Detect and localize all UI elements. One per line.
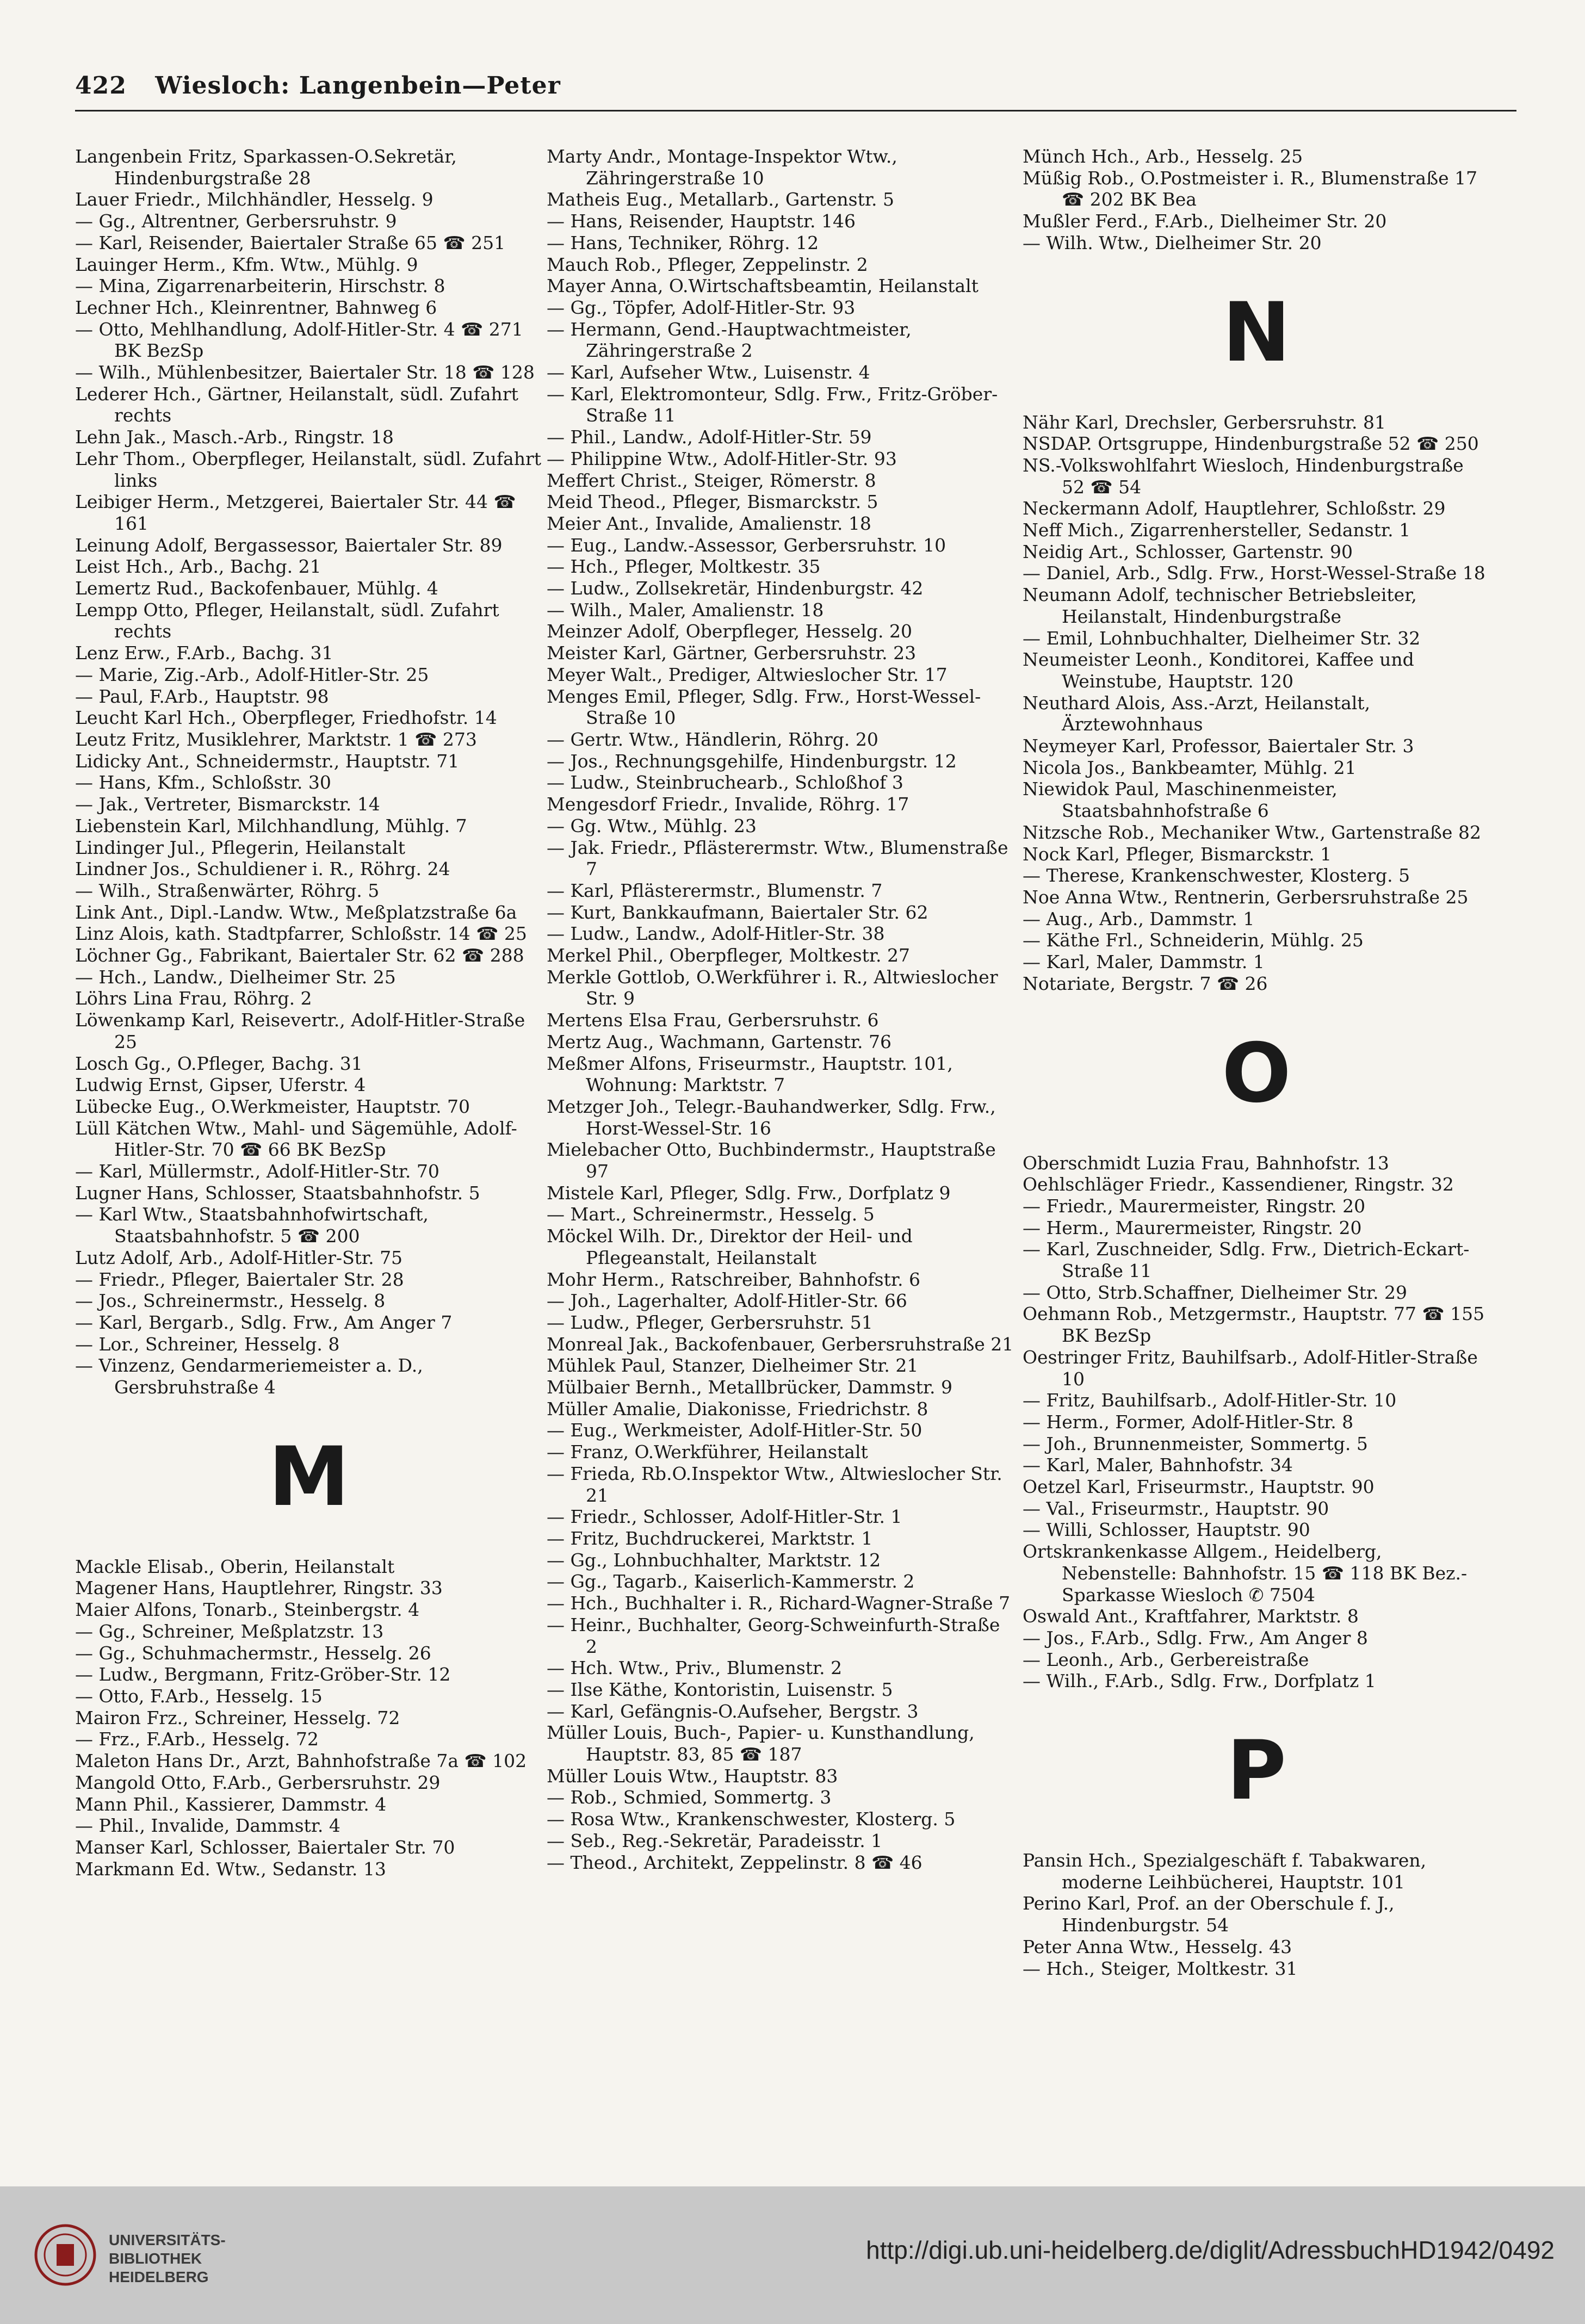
directory-column-3 — [1023, 146, 1490, 1979]
directory-entry: Oberschmidt Luzia Frau, Bahnhofstr. 13 — [1023, 1152, 1389, 1174]
directory-entry: Leutz Fritz, Musiklehrer, Marktstr. 1 ☎ 273 — [75, 728, 477, 750]
directory-entry: — Karl, Maler, Dammstr. 1 — [1023, 951, 1265, 973]
directory-entry: — Theod., Architekt, Zeppelinstr. 8 ☎ 46 — [547, 1851, 922, 1873]
directory-entry: Mackle Elisab., Oberin, Heilanstalt — [75, 1555, 395, 1577]
directory-entry: — Rob., Schmied, Sommertg. 3 — [547, 1787, 832, 1808]
directory-entry: — Karl, Pflästerermstr., Blumenstr. 7 — [547, 879, 883, 901]
directory-entry: Müller Louis, Buch-, Papier- u. Kunsthandlung, Hauptstr. 83, 85 ☎ 187 — [547, 1722, 975, 1765]
directory-entry: Link Ant., Dipl.-Landw. Wtw., Meßplatzstraße 6a — [75, 901, 517, 923]
directory-entry: — Hch. Wtw., Priv., Blumenstr. 2 — [547, 1657, 843, 1679]
directory-entry: Neckermann Adolf, Hauptlehrer, Schloßstr. 29 — [1023, 498, 1446, 519]
directory-entry: — Otto, F.Arb., Hesselg. 15 — [75, 1685, 323, 1707]
directory-entry: — Eug., Werkmeister, Adolf-Hitler-Str. 50 — [547, 1420, 922, 1441]
directory-entry: — Wilh., Maler, Amalienstr. 18 — [547, 599, 824, 621]
directory-entry: Müller Amalie, Diakonisse, Friedrichstr. 8 — [547, 1398, 928, 1420]
directory-entry: — Ilse Käthe, Kontoristin, Luisenstr. 5 — [547, 1678, 893, 1700]
directory-entry: — Friedr., Schlosser, Adolf-Hitler-Str. 1 — [547, 1506, 902, 1528]
page-number: 422 — [75, 72, 127, 100]
directory-entry: Neidig Art., Schlosser, Gartenstr. 90 — [1023, 541, 1353, 562]
directory-entry: — Ludw., Zollsekretär, Hindenburgstr. 42 — [547, 578, 924, 599]
directory-entry: Lauer Friedr., Milchhändler, Hesselg. 9 — [75, 189, 434, 210]
directory-entry: — Franz, O.Werkführer, Heilanstalt — [547, 1441, 868, 1463]
directory-entry: — Jak. Friedr., Pflästerermstr. Wtw., Blumenstraße 7 — [547, 836, 1008, 880]
directory-entry: Maleton Hans Dr., Arzt, Bahnhofstraße 7a ☎ 102 — [75, 1750, 527, 1772]
section-letter: P — [1227, 1724, 1286, 1819]
directory-entry: — Mart., Schreinermstr., Hesselg. 5 — [547, 1204, 875, 1225]
directory-entry: — Hch., Buchhalter i. R., Richard-Wagner-Straße 7 — [547, 1592, 1011, 1614]
directory-entry: Meßmer Alfons, Friseurmstr., Hauptstr. 101, Wohnung: Marktstr. 7 — [547, 1052, 953, 1096]
directory-entry: — Hch., Steiger, Moltkestr. 31 — [1023, 1957, 1298, 1979]
directory-entry: — Hch., Pfleger, Moltkestr. 35 — [547, 556, 821, 578]
directory-entry: — Herm., Maurermeister, Ringstr. 20 — [1023, 1217, 1362, 1238]
directory-entry: Lenz Erw., F.Arb., Bachg. 31 — [75, 642, 333, 664]
section-letter: N — [1222, 285, 1291, 380]
library-name — [109, 2231, 226, 2286]
directory-entry: — Frz., F.Arb., Hesselg. 72 — [75, 1728, 319, 1750]
directory-entry: Mühlek Paul, Stanzer, Dielheimer Str. 21 — [547, 1355, 919, 1377]
directory-entry: — Vinzenz, Gendarmeriemeister a. D., Gersbruhstraße 4 — [75, 1355, 423, 1398]
directory-entry: Meid Theod., Pfleger, Bismarckstr. 5 — [547, 491, 878, 513]
directory-entry: — Joh., Brunnenmeister, Sommertg. 5 — [1023, 1433, 1368, 1454]
directory-entry: Neuthard Alois, Ass.-Arzt, Heilanstalt, Ärztewohnhaus — [1023, 692, 1371, 735]
directory-entry: — Phil., Invalide, Dammstr. 4 — [75, 1815, 340, 1837]
directory-entry: Mengesdorf Friedr., Invalide, Röhrg. 17 — [547, 794, 909, 815]
directory-entry: — Otto, Mehlhandlung, Adolf-Hitler-Str. 4 ☎ 271 BK BezSp — [75, 318, 523, 362]
directory-entry: — Lor., Schreiner, Hesselg. 8 — [75, 1333, 340, 1355]
directory-entry: Meffert Christ., Steiger, Römerstr. 8 — [547, 469, 876, 491]
directory-entry: Leinung Adolf, Bergassessor, Baiertaler Str. 89 — [75, 534, 503, 556]
directory-entry: — Frieda, Rb.O.Inspektor Wtw., Altwieslocher Str. 21 — [547, 1462, 1002, 1506]
directory-entry: — Karl Wtw., Staatsbahnhofwirtschaft, Staatsbahnhofstr. 5 ☎ 200 — [75, 1204, 429, 1247]
directory-entry: Monreal Jak., Backofenbauer, Gerbersruhstraße 21 — [547, 1333, 1014, 1355]
directory-entry: Mangold Otto, F.Arb., Gerbersruhstr. 29 — [75, 1771, 441, 1793]
library-name-line-1: UNIVERSITÄTS- — [109, 2232, 226, 2248]
directory-entry: — Joh., Lagerhalter, Adolf-Hitler-Str. 66 — [547, 1290, 907, 1312]
directory-entry: — Willi, Schlosser, Hauptstr. 90 — [1023, 1519, 1310, 1541]
directory-entry: Lidicky Ant., Schneidermstr., Hauptstr. 71 — [75, 750, 460, 772]
directory-entry: NS.-Volkswohlfahrt Wiesloch, Hindenburgstraße 52 ☎ 54 — [1023, 454, 1464, 498]
directory-entry: Mann Phil., Kassierer, Dammstr. 4 — [75, 1793, 387, 1815]
directory-entry: Maier Alfons, Tonarb., Steinbergstr. 4 — [75, 1599, 420, 1621]
directory-entry: — Karl, Reisender, Baiertaler Straße 65 ☎ 251 — [75, 232, 506, 253]
directory-entry: Nitzsche Rob., Mechaniker Wtw., Gartenstraße 82 — [1023, 821, 1481, 843]
directory-entry: Nicola Jos., Bankbeamter, Mühlg. 21 — [1023, 757, 1357, 778]
directory-entry: Niewidok Paul, Maschinenmeister, Staatsbahnhofstraße 6 — [1023, 778, 1338, 822]
directory-entry: — Karl, Elektromonteur, Sdlg. Frw., Fritz-Gröber-Straße 11 — [547, 383, 998, 426]
directory-entry: Peter Anna Wtw., Hesselg. 43 — [1023, 1936, 1292, 1957]
directory-entry: Leist Hch., Arb., Bachg. 21 — [75, 556, 321, 578]
directory-entry: — Friedr., Pfleger, Baiertaler Str. 28 — [75, 1268, 404, 1290]
directory-entry: Oetzel Karl, Friseurmstr., Hauptstr. 90 — [1023, 1476, 1375, 1498]
directory-entry: — Karl, Maler, Bahnhofstr. 34 — [1023, 1454, 1293, 1476]
directory-entry: Lehr Thom., Oberpfleger, Heilanstalt, südl. Zufahrt links — [75, 448, 542, 491]
directory-entry: Mertz Aug., Wachmann, Gartenstr. 76 — [547, 1031, 891, 1052]
directory-entry: — Eug., Landw.-Assessor, Gerbersruhstr. 10 — [547, 534, 946, 556]
directory-entry: Liebenstein Karl, Milchhandlung, Mühlg. 7 — [75, 815, 467, 836]
directory-entry: Mülbaier Bernh., Metallbrücker, Dammstr. 9 — [547, 1377, 952, 1398]
directory-entry: Magener Hans, Hauptlehrer, Ringstr. 33 — [75, 1577, 443, 1599]
directory-entry: Linz Alois, kath. Stadtpfarrer, Schloßstr. 14 ☎ 25 — [75, 923, 527, 945]
directory-entry: — Fritz, Bauhilfsarb., Adolf-Hitler-Str. 10 — [1023, 1390, 1397, 1411]
directory-column-2 — [547, 146, 1014, 1873]
directory-entry: — Hermann, Gend.-Hauptwachtmeister, Zähringerstraße 2 — [547, 318, 912, 362]
directory-entry: Neymeyer Karl, Professor, Baiertaler Str. 3 — [1023, 735, 1414, 757]
directory-entry: — Ludw., Landw., Adolf-Hitler-Str. 38 — [547, 923, 885, 945]
directory-entry: Lechner Hch., Kleinrentner, Bahnweg 6 — [75, 296, 437, 318]
directory-entry: — Wilh., F.Arb., Sdlg. Frw., Dorfplatz 1 — [1023, 1670, 1376, 1692]
directory-entry: Neumeister Leonh., Konditorei, Kaffee und Weinstube, Hauptstr. 120 — [1023, 649, 1414, 692]
directory-entry: Marty Andr., Montage-Inspektor Wtw., Zähringerstraße 10 — [547, 146, 897, 189]
directory-entry: — Hch., Landw., Dielheimer Str. 25 — [75, 966, 396, 988]
directory-entry: Mairon Frz., Schreiner, Hesselg. 72 — [75, 1707, 400, 1728]
directory-entry: — Jos., Schreinermstr., Hesselg. 8 — [75, 1290, 386, 1312]
directory-entry: — Rosa Wtw., Krankenschwester, Klosterg. 5 — [547, 1808, 956, 1830]
directory-entry: Losch Gg., O.Pfleger, Bachg. 31 — [75, 1052, 363, 1074]
directory-entry: — Heinr., Buchhalter, Georg-Schweinfurth-Straße 2 — [547, 1614, 1000, 1657]
directory-entry: — Wilh., Straßenwärter, Röhrg. 5 — [75, 879, 380, 901]
directory-entry: Oehmann Rob., Metzgermstr., Hauptstr. 77 ☎ 155 BK BezSp — [1023, 1303, 1485, 1347]
directory-entry: — Hans, Techniker, Röhrg. 12 — [547, 232, 819, 253]
directory-entry: Mistele Karl, Pfleger, Sdlg. Frw., Dorfplatz 9 — [547, 1182, 951, 1204]
directory-entry: — Ludw., Bergmann, Fritz-Gröber-Str. 12 — [75, 1664, 451, 1685]
directory-entry: Langenbein Fritz, Sparkassen-O.Sekretär, Hindenburgstraße 28 — [75, 146, 457, 189]
directory-entry: — Gg., Lohnbuchhalter, Marktstr. 12 — [547, 1549, 881, 1571]
directory-entry: — Val., Friseurmstr., Hauptstr. 90 — [1023, 1497, 1329, 1519]
directory-entry: — Mina, Zigarrenarbeiterin, Hirschstr. 8 — [75, 275, 445, 297]
directory-entry: Lutz Adolf, Arb., Adolf-Hitler-Str. 75 — [75, 1247, 403, 1268]
directory-entry: — Philippine Wtw., Adolf-Hitler-Str. 93 — [547, 448, 897, 469]
section-letter: O — [1222, 1026, 1291, 1121]
directory-entry: — Karl, Gefängnis-O.Aufseher, Bergstr. 3 — [547, 1700, 919, 1722]
directory-entry: Lübecke Eug., O.Werkmeister, Hauptstr. 70 — [75, 1095, 470, 1117]
directory-entry: — Gertr. Wtw., Händlerin, Röhrg. 20 — [547, 728, 878, 750]
directory-entry: — Karl, Müllermstr., Adolf-Hitler-Str. 70 — [75, 1161, 439, 1182]
directory-entry: Mertens Elsa Frau, Gerbersruhstr. 6 — [547, 1009, 879, 1031]
directory-entry: Meyer Walt., Prediger, Altwieslocher Str. 17 — [547, 664, 948, 685]
directory-entry: Merkel Phil., Oberpfleger, Moltkestr. 27 — [547, 945, 910, 966]
directory-entry: Pansin Hch., Spezialgeschäft f. Tabakwaren, moderne Leihbücherei, Hauptstr. 101 — [1023, 1850, 1427, 1893]
directory-entry: Nähr Karl, Drechsler, Gerbersruhstr. 81 — [1023, 411, 1386, 433]
directory-entry: — Leonh., Arb., Gerbereistraße — [1023, 1649, 1309, 1670]
directory-entry: Meinzer Adolf, Oberpfleger, Hesselg. 20 — [547, 621, 912, 642]
directory-entry: Neumann Adolf, technischer Betriebsleiter, Heilanstalt, Hindenburgstraße — [1023, 584, 1417, 627]
directory-entry: Löhrs Lina Frau, Röhrg. 2 — [75, 988, 312, 1009]
library-logo[interactable] — [33, 2219, 305, 2295]
directory-entry: — Paul, F.Arb., Hauptstr. 98 — [75, 685, 329, 707]
directory-entry: — Aug., Arb., Dammstr. 1 — [1023, 908, 1255, 929]
directory-entry: Mayer Anna, O.Wirtschaftsbeamtin, Heilanstalt — [547, 275, 979, 297]
directory-column-1 — [75, 146, 543, 1880]
library-name-line-2: BIBLIOTHEK — [109, 2250, 202, 2267]
directory-entry: Ortskrankenkasse Allgem., Heidelberg, Nebenstelle: Bahnhofstr. 15 ☎ 118 BK Bez.-Sparkasse Wiesloch ✆ 7504 — [1023, 1541, 1468, 1606]
directory-entry: — Emil, Lohnbuchhalter, Dielheimer Str. 32 — [1023, 627, 1421, 649]
directory-entry: Neff Mich., Zigarrenhersteller, Sedanstr. 1 — [1023, 519, 1411, 541]
directory-entry: Mauch Rob., Pfleger, Zeppelinstr. 2 — [547, 253, 868, 275]
directory-entry: — Ludw., Steinbruchearb., Schloßhof 3 — [547, 772, 903, 794]
directory-entry: Lindner Jos., Schuldiener i. R., Röhrg. 24 — [75, 858, 450, 880]
directory-entry: — Hans, Kfm., Schloßstr. 30 — [75, 772, 331, 794]
directory-entry: Perino Karl, Prof. an der Oberschule f. J., Hindenburgstr. 54 — [1023, 1893, 1395, 1936]
directory-entry: Nock Karl, Pfleger, Bismarckstr. 1 — [1023, 843, 1332, 865]
directory-entry: Mohr Herm., Ratschreiber, Bahnhofstr. 6 — [547, 1268, 920, 1290]
directory-entry: — Fritz, Buchdruckerei, Marktstr. 1 — [547, 1528, 873, 1549]
directory-entry: Lugner Hans, Schlosser, Staatsbahnhofstr. 5 — [75, 1182, 480, 1204]
source-url[interactable]: http://digi.ub.uni-heidelberg.de/diglit/AdressbuchHD1942/0492 — [866, 2236, 1555, 2264]
directory-entry: NSDAP. Ortsgruppe, Hindenburgstraße 52 ☎ 250 — [1023, 433, 1479, 455]
directory-entry: Meister Karl, Gärtner, Gerbersruhstr. 23 — [547, 642, 917, 664]
directory-entry: Müller Louis Wtw., Hauptstr. 83 — [547, 1765, 838, 1787]
directory-entry: Leucht Karl Hch., Oberpfleger, Friedhofstr. 14 — [75, 707, 497, 729]
page-header — [75, 72, 1516, 111]
directory-entry: — Friedr., Maurermeister, Ringstr. 20 — [1023, 1195, 1366, 1217]
directory-entry: — Karl, Zuschneider, Sdlg. Frw., Dietrich-Eckart-Straße 11 — [1023, 1238, 1470, 1282]
directory-entry: — Wilh. Wtw., Dielheimer Str. 20 — [1023, 232, 1322, 253]
directory-entry: Meier Ant., Invalide, Amalienstr. 18 — [547, 512, 871, 534]
directory-entry: Löchner Gg., Fabrikant, Baiertaler Str. 62 ☎ 288 — [75, 945, 524, 966]
directory-entry: — Käthe Frl., Schneiderin, Mühlg. 25 — [1023, 929, 1364, 951]
directory-entry: Lehn Jak., Masch.-Arb., Ringstr. 18 — [75, 426, 394, 448]
directory-entry: Müßig Rob., O.Postmeister i. R., Blumenstraße 17 ☎ 202 BK Bea — [1023, 167, 1478, 210]
viewer-footer — [0, 2186, 1585, 2324]
directory-entry: — Marie, Zig.-Arb., Adolf-Hitler-Str. 25 — [75, 664, 429, 685]
directory-entry: Münch Hch., Arb., Hesselg. 25 — [1023, 146, 1303, 167]
directory-entry: Lauinger Herm., Kfm. Wtw., Mühlg. 9 — [75, 253, 418, 275]
directory-entry: — Wilh., Mühlenbesitzer, Baiertaler Str. 18 ☎ 128 — [75, 362, 535, 383]
directory-entry: — Seb., Reg.-Sekretär, Paradeisstr. 1 — [547, 1830, 883, 1851]
directory-entry: — Kurt, Bankkaufmann, Baiertaler Str. 62 — [547, 901, 928, 923]
directory-entry: — Otto, Strb.Schaffner, Dielheimer Str. 29 — [1023, 1281, 1408, 1303]
directory-entry: Möckel Wilh. Dr., Direktor der Heil- und Pflegeanstalt, Heilanstalt — [547, 1225, 913, 1268]
directory-entry: — Gg., Schuhmachermstr., Hesselg. 26 — [75, 1642, 431, 1664]
directory-entry: — Jos., F.Arb., Sdlg. Frw., Am Anger 8 — [1023, 1627, 1368, 1649]
directory-entry: — Gg., Töpfer, Adolf-Hitler-Str. 93 — [547, 296, 856, 318]
directory-entry: Lüll Kätchen Wtw., Mahl- und Sägemühle, Adolf-Hitler-Str. 70 ☎ 66 BK BezSp — [75, 1117, 517, 1161]
section-letter: M — [268, 1429, 350, 1524]
directory-entry: — Karl, Aufseher Wtw., Luisenstr. 4 — [547, 362, 870, 383]
directory-entry: Lederer Hch., Gärtner, Heilanstalt, südl. Zufahrt rechts — [75, 383, 518, 426]
directory-entry: — Gg., Tagarb., Kaiserlich-Kammerstr. 2 — [547, 1571, 915, 1592]
directory-entry: — Ludw., Pfleger, Gerbersruhstr. 51 — [547, 1311, 873, 1333]
directory-entry: — Gg. Wtw., Mühlg. 23 — [547, 815, 757, 836]
running-title: Wiesloch: Langenbein—Peter — [155, 72, 561, 100]
directory-entry: Ludwig Ernst, Gipser, Uferstr. 4 — [75, 1074, 366, 1096]
directory-entry: — Therese, Krankenschwester, Klosterg. 5 — [1023, 865, 1410, 887]
directory-entry: Matheis Eug., Metallarb., Gartenstr. 5 — [547, 189, 895, 210]
directory-entry: — Gg., Altrentner, Gerbersruhstr. 9 — [75, 210, 397, 232]
directory-entry: Lempp Otto, Pfleger, Heilanstalt, südl. Zufahrt rechts — [75, 599, 499, 642]
directory-entry: Mußler Ferd., F.Arb., Dielheimer Str. 20 — [1023, 210, 1387, 232]
directory-entry: Oswald Ant., Kraftfahrer, Marktstr. 8 — [1023, 1606, 1359, 1627]
directory-entry: Markmann Ed. Wtw., Sedanstr. 13 — [75, 1858, 386, 1880]
directory-entry: — Jos., Rechnungsgehilfe, Hindenburgstr. 12 — [547, 750, 957, 772]
directory-entry: — Gg., Schreiner, Meßplatzstr. 13 — [75, 1620, 384, 1642]
directory-entry: Merkle Gottlob, O.Werkführer i. R., Altwieslocher Str. 9 — [547, 966, 998, 1009]
directory-entry: — Hans, Reisender, Hauptstr. 146 — [547, 210, 856, 232]
directory-entry: Mielebacher Otto, Buchbindermstr., Hauptstraße 97 — [547, 1139, 996, 1182]
directory-entry: Manser Karl, Schlosser, Baiertaler Str. 70 — [75, 1836, 455, 1858]
library-name-line-3: HEIDELBERG — [109, 2269, 209, 2285]
university-seal-icon — [33, 2222, 98, 2288]
directory-entry: — Jak., Vertreter, Bismarckstr. 14 — [75, 794, 380, 815]
directory-entry: Oestringer Fritz, Bauhilfsarb., Adolf-Hitler-Straße 10 — [1023, 1346, 1478, 1390]
directory-entry: — Herm., Former, Adolf-Hitler-Str. 8 — [1023, 1411, 1354, 1433]
directory-entry: Oehlschläger Friedr., Kassendiener, Ringstr. 32 — [1023, 1174, 1454, 1195]
directory-entry: — Phil., Landw., Adolf-Hitler-Str. 59 — [547, 426, 872, 448]
directory-entry: Löwenkamp Karl, Reisevertr., Adolf-Hitler-Straße 25 — [75, 1009, 525, 1052]
directory-entry: Metzger Joh., Telegr.-Bauhandwerker, Sdlg. Frw., Horst-Wessel-Str. 16 — [547, 1095, 996, 1139]
directory-entry: Lemertz Rud., Backofenbauer, Mühlg. 4 — [75, 578, 438, 599]
directory-entry: Noe Anna Wtw., Rentnerin, Gerbersruhstraße 25 — [1023, 886, 1469, 908]
directory-entry: Leibiger Herm., Metzgerei, Baiertaler Str. 44 ☎ 161 — [75, 491, 516, 534]
directory-entry: Notariate, Bergstr. 7 ☎ 26 — [1023, 972, 1268, 994]
directory-entry: Menges Emil, Pfleger, Sdlg. Frw., Horst-Wessel-Straße 10 — [547, 685, 981, 729]
directory-entry: Lindinger Jul., Pflegerin, Heilanstalt — [75, 836, 406, 858]
directory-entry: — Daniel, Arb., Sdlg. Frw., Horst-Wessel-Straße 18 — [1023, 562, 1485, 584]
directory-entry: — Karl, Bergarb., Sdlg. Frw., Am Anger 7 — [75, 1311, 453, 1333]
